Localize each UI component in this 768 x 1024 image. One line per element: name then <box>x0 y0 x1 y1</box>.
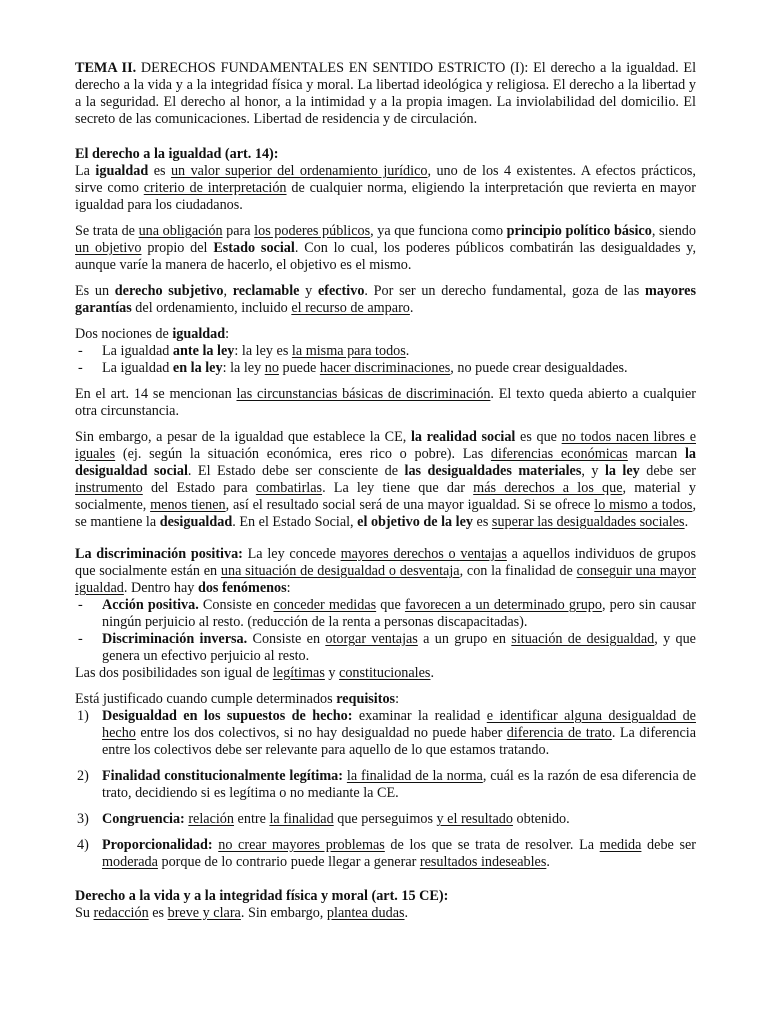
text-run: es <box>148 163 171 179</box>
underlined-term: la misma para todos <box>291 343 406 359</box>
bold-term: Acción positiva. <box>102 597 199 613</box>
text-run: Está justificado cuando cumple determinados <box>75 691 337 707</box>
requirement-item <box>75 837 696 871</box>
bold-term: La discriminación positiva: <box>75 546 243 562</box>
paragraph <box>75 386 696 420</box>
underlined-term: favorecen a un determinado grupo <box>404 597 602 613</box>
requirement-text <box>102 837 696 870</box>
text-run: , no puede crear desigualdades. <box>450 360 628 376</box>
bold-term: Discriminación inversa. <box>102 631 248 647</box>
text-run: : la ley <box>222 360 265 376</box>
text-run: entre los dos colectivos, si no hay desigualdad no puede haber <box>135 725 507 741</box>
requirement-text <box>102 768 696 801</box>
underlined-term: medida <box>599 837 642 853</box>
paragraph-discriminacion-positiva <box>75 546 696 597</box>
text-run: . Sin embargo, <box>240 905 327 921</box>
section-heading-vida: Derecho a la vida y a la integridad física y moral (art. 15 CE): <box>75 888 449 904</box>
bold-term: las desigualdades materiales <box>404 463 582 479</box>
text-run: Su <box>75 905 94 921</box>
paragraph <box>75 326 696 343</box>
text-run: , ya que funciona como <box>370 223 507 239</box>
underlined-term: e identificar alguna desigualdad de hecho <box>102 708 696 741</box>
bold-term: Congruencia: <box>102 811 185 827</box>
underlined-term: situación de desigualdad <box>511 631 655 647</box>
underlined-term: criterio de interpretación <box>143 180 287 196</box>
underlined-term: diferencia de trato <box>506 725 612 741</box>
text-run: . Con lo cual, los poderes públicos combatirán las desigualdades y, aunque varíe la manera de hacerlo, el objetivo es el mismo. <box>75 240 697 273</box>
text-run: , pero sin causar ningún perjuicio al resto. (reducción de la renta a personas discapacitadas). <box>102 597 696 630</box>
text-run: La igualdad <box>102 343 173 359</box>
requirements-list <box>75 708 696 871</box>
underlined-term: lo mismo a todos <box>594 497 693 513</box>
underlined-term: las circunstancias básicas de discriminación <box>236 386 491 402</box>
text-run: de los que se trata de resolver. La <box>384 837 600 853</box>
text-run: , uno de los 4 existentes. A efectos prácticos, sirve como <box>75 163 696 196</box>
bold-term: la ley <box>604 463 640 479</box>
bold-term: dos fenómenos <box>197 580 287 596</box>
text-run: Consiste en <box>198 597 274 613</box>
text-run: Es un <box>75 283 115 299</box>
text-run: y <box>324 665 340 681</box>
list-item <box>75 343 696 360</box>
underlined-term: otorgar ventajas <box>325 631 418 647</box>
underlined-term: un objetivo <box>75 240 142 256</box>
text-run: del Estado para <box>142 480 256 496</box>
text-run: , <box>223 283 233 299</box>
text-run: (ej. según la situación económica, eres rico o pobre). Las <box>115 446 491 462</box>
topic-intro <box>75 60 696 128</box>
text-run: para <box>222 223 255 239</box>
underlined-term: resultados indeseables <box>419 854 547 870</box>
text-run: En el art. 14 se mencionan <box>75 386 237 402</box>
requirement-item <box>75 768 696 802</box>
text-run: del ordenamiento, incluido <box>131 300 292 316</box>
text-run: , siendo <box>651 223 696 239</box>
bold-term: Desigualdad en los supuestos de hecho: <box>102 708 353 724</box>
text-run: Consiste en <box>247 631 326 647</box>
text-run: que perseguimos <box>333 811 437 827</box>
underlined-term: breve y clara <box>167 905 241 921</box>
bold-term: derecho subjetivo <box>114 283 224 299</box>
text-run: . <box>405 343 410 359</box>
requirement-number: 2) <box>77 768 89 784</box>
underlined-term: no <box>264 360 279 376</box>
underlined-term: legítimas <box>272 665 325 681</box>
text-run: a aquellos individuos de grupos que socialmente están en <box>75 546 696 579</box>
underlined-term: moderada <box>102 854 158 870</box>
text-run: es <box>148 905 168 921</box>
underlined-term: plantea dudas <box>326 905 405 921</box>
text-run: a un grupo en <box>417 631 512 647</box>
underlined-term: mayores derechos o ventajas <box>340 546 507 562</box>
text-run: La ley concede <box>242 546 341 562</box>
list-item <box>75 597 696 631</box>
text-run: . Dentro hay <box>123 580 198 596</box>
text-run: . En el Estado Social, <box>232 514 358 530</box>
bold-term: igualdad <box>95 163 149 179</box>
paragraph <box>75 665 696 682</box>
requirement-number: 3) <box>77 811 89 827</box>
list-item <box>75 360 696 377</box>
text-run: Las dos posibilidades son igual de <box>75 665 273 681</box>
text-run: entre <box>234 811 270 827</box>
paragraph <box>75 283 696 317</box>
text-run: . <box>404 905 409 921</box>
text-run: es <box>473 514 492 530</box>
text-run: . <box>546 854 550 870</box>
underlined-term: una situación de desigualdad o desventaja <box>220 563 460 579</box>
text-run: : <box>225 326 230 342</box>
bold-term: mayores garantías <box>75 283 696 316</box>
requirement-number: 4) <box>77 837 89 853</box>
bold-term: la desigualdad social <box>75 446 696 479</box>
section-heading-igualdad: El derecho a la igualdad (art. 14): <box>75 146 279 162</box>
underlined-term: conceder medidas <box>273 597 377 613</box>
bold-term: efectivo <box>317 283 365 299</box>
bold-term: en la ley <box>172 360 223 376</box>
paragraph <box>75 691 696 708</box>
text-run: debe ser <box>639 463 697 479</box>
requirement-text <box>102 708 696 758</box>
topic-summary: DERECHOS FUNDAMENTALES EN SENTIDO ESTRICTO (I): El derecho a la igualdad. El derecho a la vida y a la integridad física y moral. La libertad ideológica y religiosa. El derecho a la libertad y a la seguridad. El derecho al honor, a la intimidad y a la propia imagen. La inviolabilidad del domicilio. El secreto de las comunicaciones. Libertad de residencia y de circulación. <box>75 60 697 127</box>
topic-label: TEMA II. <box>75 60 137 76</box>
text-run: y <box>299 283 318 299</box>
underlined-term: los poderes públicos <box>254 223 371 239</box>
underlined-term: hacer discriminaciones <box>319 360 451 376</box>
underlined-term: el recurso de amparo <box>291 300 410 316</box>
requirement-text <box>102 811 570 827</box>
text-run: Sin embargo, a pesar de la igualdad que establece la CE, <box>75 429 411 445</box>
underlined-term: más derechos a los que <box>473 480 623 496</box>
text-run: : <box>286 580 291 596</box>
text-run: . Por ser un derecho fundamental, goza de las <box>364 283 646 299</box>
underlined-term: menos tienen <box>150 497 226 513</box>
underlined-term: instrumento <box>75 480 143 496</box>
underlined-term: la finalidad <box>269 811 334 827</box>
paragraph <box>75 163 696 214</box>
underlined-term: diferencias económicas <box>490 446 628 462</box>
bold-term: el objetivo de la ley <box>357 514 473 530</box>
text-run: , así el resultado social será de una mayor igualdad. Si se ofrece <box>225 497 595 513</box>
list-item <box>75 631 696 665</box>
requirement-item <box>75 811 696 828</box>
requirement-number: 1) <box>77 708 89 724</box>
underlined-term: no crear mayores problemas <box>218 837 385 853</box>
bold-term: Estado social <box>213 240 295 256</box>
text-run: puede <box>278 360 320 376</box>
text-run: . La ley tiene que dar <box>322 480 474 496</box>
text-run: de cualquier norma, eligiendo la interpretación que revierta en mayor igualdad para los ciudadanos. <box>75 180 696 213</box>
underlined-term: conseguir una mayor igualdad <box>75 563 696 596</box>
underlined-term: redacción <box>93 905 149 921</box>
underlined-term: una obligación <box>138 223 223 239</box>
paragraph <box>75 223 696 274</box>
text-run: que <box>376 597 405 613</box>
bold-term: requisitos <box>336 691 396 707</box>
text-run: . <box>409 300 414 316</box>
text-run: . El texto queda abierto a cualquier otra circunstancia. <box>75 386 696 419</box>
paragraph <box>75 905 696 922</box>
bold-term: reclamable <box>232 283 300 299</box>
underlined-term: no todos nacen libres e iguales <box>75 429 697 462</box>
text-run: examinar la realidad <box>352 708 487 724</box>
bold-term: la realidad social <box>410 429 516 445</box>
text-run: . <box>430 665 434 681</box>
text-run: , material y socialmente, <box>75 480 696 513</box>
text-run: . El Estado debe ser consciente de <box>187 463 405 479</box>
text-run: es que <box>515 429 562 445</box>
text-run: : <box>395 691 400 707</box>
underlined-term: la finalidad de la norma <box>346 768 483 784</box>
text-run: porque de lo contrario puede llegar a generar <box>157 854 420 870</box>
bold-term: principio político básico <box>506 223 652 239</box>
text-run: Dos nociones de <box>75 326 173 342</box>
bold-term: desigualdad <box>159 514 233 530</box>
underlined-term: un valor superior del ordenamiento jurídico <box>170 163 428 179</box>
requirement-item <box>75 708 696 759</box>
bold-term: Proporcionalidad: <box>102 837 213 853</box>
text-run: , se mantiene la <box>75 497 696 530</box>
underlined-term: y el resultado <box>436 811 513 827</box>
underlined-term: superar las desigualdades sociales <box>491 514 685 530</box>
text-run: , cuál es la razón de esa diferencia de trato, decidiendo si es legítima o no mediante la CE. <box>102 768 696 801</box>
text-run: La <box>75 163 96 179</box>
text-run: Se trata de <box>75 223 139 239</box>
bold-term: igualdad <box>172 326 226 342</box>
bold-term: ante la ley <box>172 343 235 359</box>
text-run: , y <box>581 463 605 479</box>
text-run: , y que genera un efectivo perjuicio al resto. <box>102 631 696 664</box>
text-run: propio del <box>141 240 214 256</box>
underlined-term: constitucionales <box>339 665 431 681</box>
text-run: La igualdad <box>102 360 173 376</box>
text-run: . <box>684 514 689 530</box>
text-run: , con la finalidad de <box>459 563 577 579</box>
text-run: marcan <box>627 446 685 462</box>
text-run: obtenido. <box>512 811 570 827</box>
text-run: : la ley es <box>234 343 292 359</box>
document-body <box>75 60 696 922</box>
text-run: debe ser <box>641 837 697 853</box>
bold-term: Finalidad constitucionalmente legítima: <box>102 768 344 784</box>
underlined-term: relación <box>188 811 234 827</box>
text-run: . La diferencia entre los colectivos debe ser relevante para aquello de lo que estamos tratando. <box>102 725 696 758</box>
underlined-term: combatirlas <box>255 480 323 496</box>
paragraph <box>75 429 696 531</box>
